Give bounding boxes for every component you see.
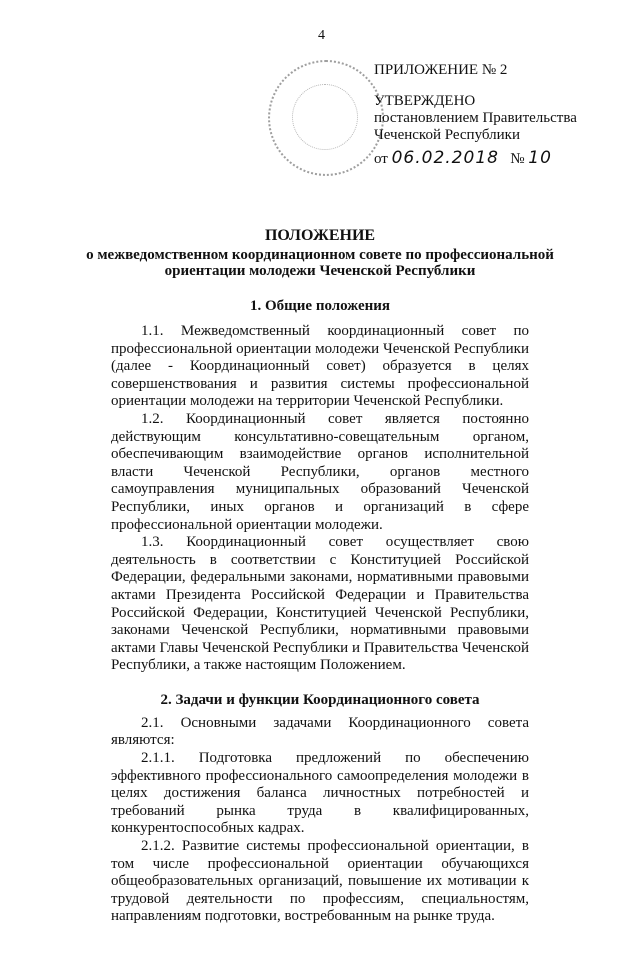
title-sub-1: о межведомственном координационном совете по профессиональной [86,247,554,263]
paragraph-1-3: 1.3. Координационный совет осуществляет свою деятельность в соответствии с Конституцией Российской Федерации, федеральными законами, нормативными правовыми актами Президента Российской Федерации и Правительства Российской Федерации, Конституцией Чеченской Республики, законами Чеченской Республики, нормативными правовыми актами Главы Чеченской Республики и Правительства Чеченской Республики, а также настоящим Положением. [111,534,529,674]
section1-body [111,323,529,675]
title-main: ПОЛОЖЕНИЕ [264,227,376,244]
handwritten-date: 06.02.2018 [391,148,499,168]
approved-by-line2: Чеченской Республики [374,127,520,143]
section2-heading: 2. Задачи и функции Координационного совета [160,691,480,708]
approved-label: УТВЕРЖДЕНО [374,93,476,109]
paragraph-2-1-2: 2.1.2. Развитие системы профессиональной ориентации, в том числе профессиональной ориентации обучающихся общеобразовательных организаций, повышение их мотивации к трудовой деятельности по профессиям, специальностям, направлениям подготовки, востребованным на рынке труда. [111,838,529,925]
handwritten-number: 10 [528,148,552,168]
paragraph-1-1: 1.1. Межведомственный координационный совет по профессиональной ориентации молодежи Чеченской Республики (далее - Координационный совет) образуется в целях совершенствования и развития системы профессиональной ориентации молодежи на территории Чеченской Республики. [111,323,529,410]
section1-heading: 1. Общие положения [249,298,391,314]
title-sub-2: ориентации молодежи Чеченской Республики [164,263,476,279]
number-prefix: № [510,151,525,167]
date-prefix: от [374,151,388,167]
page-number: 4 [318,28,325,43]
document-title [0,228,640,279]
paragraph-2-1-1: 2.1.1. Подготовка предложений по обеспечению эффективного профессионального самоопределения молодежи в целях достижения баланса личностных потребностей и требований рынка труда в квалифицированных, конкурентоспособных кадрах. [111,750,529,837]
section2-body [111,715,529,926]
approved-by-line1: постановлением Правительства [374,110,577,126]
paragraph-1-2: 1.2. Координационный совет является постоянно действующим консультативно-совещательным органом, обеспечивающим взаимодействие органов исполнительной власти Чеченской Республики, органов местного самоуправления муниципальных образований Чеченской Республики, иных органов и организаций в сфере профессиональной ориентации молодежи. [111,410,529,533]
paragraph-2-1: 2.1. Основными задачами Координационного совета являются: [111,714,529,749]
appendix-label: ПРИЛОЖЕНИЕ № 2 [374,62,508,78]
